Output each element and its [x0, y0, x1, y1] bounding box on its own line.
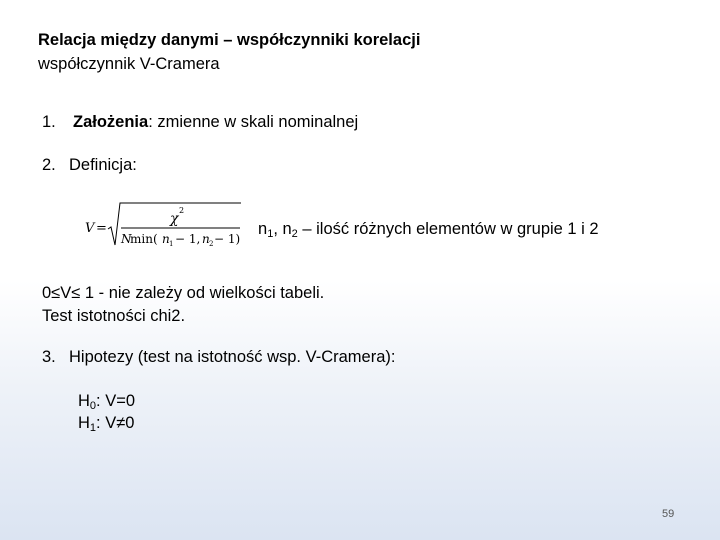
slide-subtitle: współczynnik V-Cramera: [38, 55, 220, 73]
range-note: 0≤V≤ 1 - nie zależy od wielkości tabeli.: [42, 284, 325, 302]
formula-den-n1-sub: 1: [169, 240, 174, 248]
slide-title: Relacja między danymi – współczynniki korelacji: [38, 31, 421, 49]
note-n1: n: [258, 220, 268, 238]
formula-chi: χ: [170, 211, 179, 227]
formula-v: V: [85, 221, 95, 236]
formula-den-minus1: − 1,: [175, 232, 201, 246]
assumptions-text: : zmienne w skali nominalnej: [148, 113, 359, 131]
v-cramer-formula: [83, 201, 243, 251]
note-sep: ,: [273, 220, 283, 238]
formula-den-n1: n: [162, 232, 170, 246]
h0-letter: H: [78, 392, 90, 410]
note-text: – ilość różnych elementów w grupie 1 i 2: [297, 220, 599, 238]
formula-equals: =: [96, 221, 107, 236]
list-item-hypotheses: [42, 348, 395, 367]
definition-label: Definicja:: [69, 156, 137, 174]
list-number: 1.: [42, 113, 56, 131]
formula-graphic: [83, 201, 243, 251]
h1-letter: H: [78, 414, 90, 432]
hypothesis-h1: [78, 414, 134, 433]
hypothesis-h0: [78, 392, 135, 411]
assumptions-label: Założenia: [73, 113, 149, 131]
page-number: 59: [662, 508, 675, 520]
hypotheses-label: Hipotezy (test na istotność wsp. V-Cramera):: [69, 348, 396, 366]
note-n2-sub: 2: [291, 228, 298, 240]
formula-note: [258, 220, 599, 239]
formula-den-n2: n: [202, 232, 210, 246]
note-n2: n: [282, 220, 292, 238]
formula-den-n2-sub: 2: [209, 240, 214, 248]
list-item-definition: [42, 156, 137, 175]
h0-sub: 0: [89, 400, 97, 412]
formula-chi-exp: 2: [179, 206, 185, 215]
test-note: Test istotności chi2.: [42, 307, 186, 325]
note-n1-sub: 1: [267, 228, 274, 240]
h0-text: : V=0: [96, 392, 136, 410]
h1-text: : V≠0: [96, 414, 135, 432]
formula-den-minus2: − 1): [214, 232, 241, 246]
formula-den-min: min(: [130, 232, 158, 246]
list-number: 2.: [42, 156, 56, 174]
list-number: 3.: [42, 348, 56, 366]
formula-den-n: N: [121, 232, 132, 246]
h1-sub: 1: [89, 422, 97, 434]
list-item-assumptions: [42, 113, 358, 132]
